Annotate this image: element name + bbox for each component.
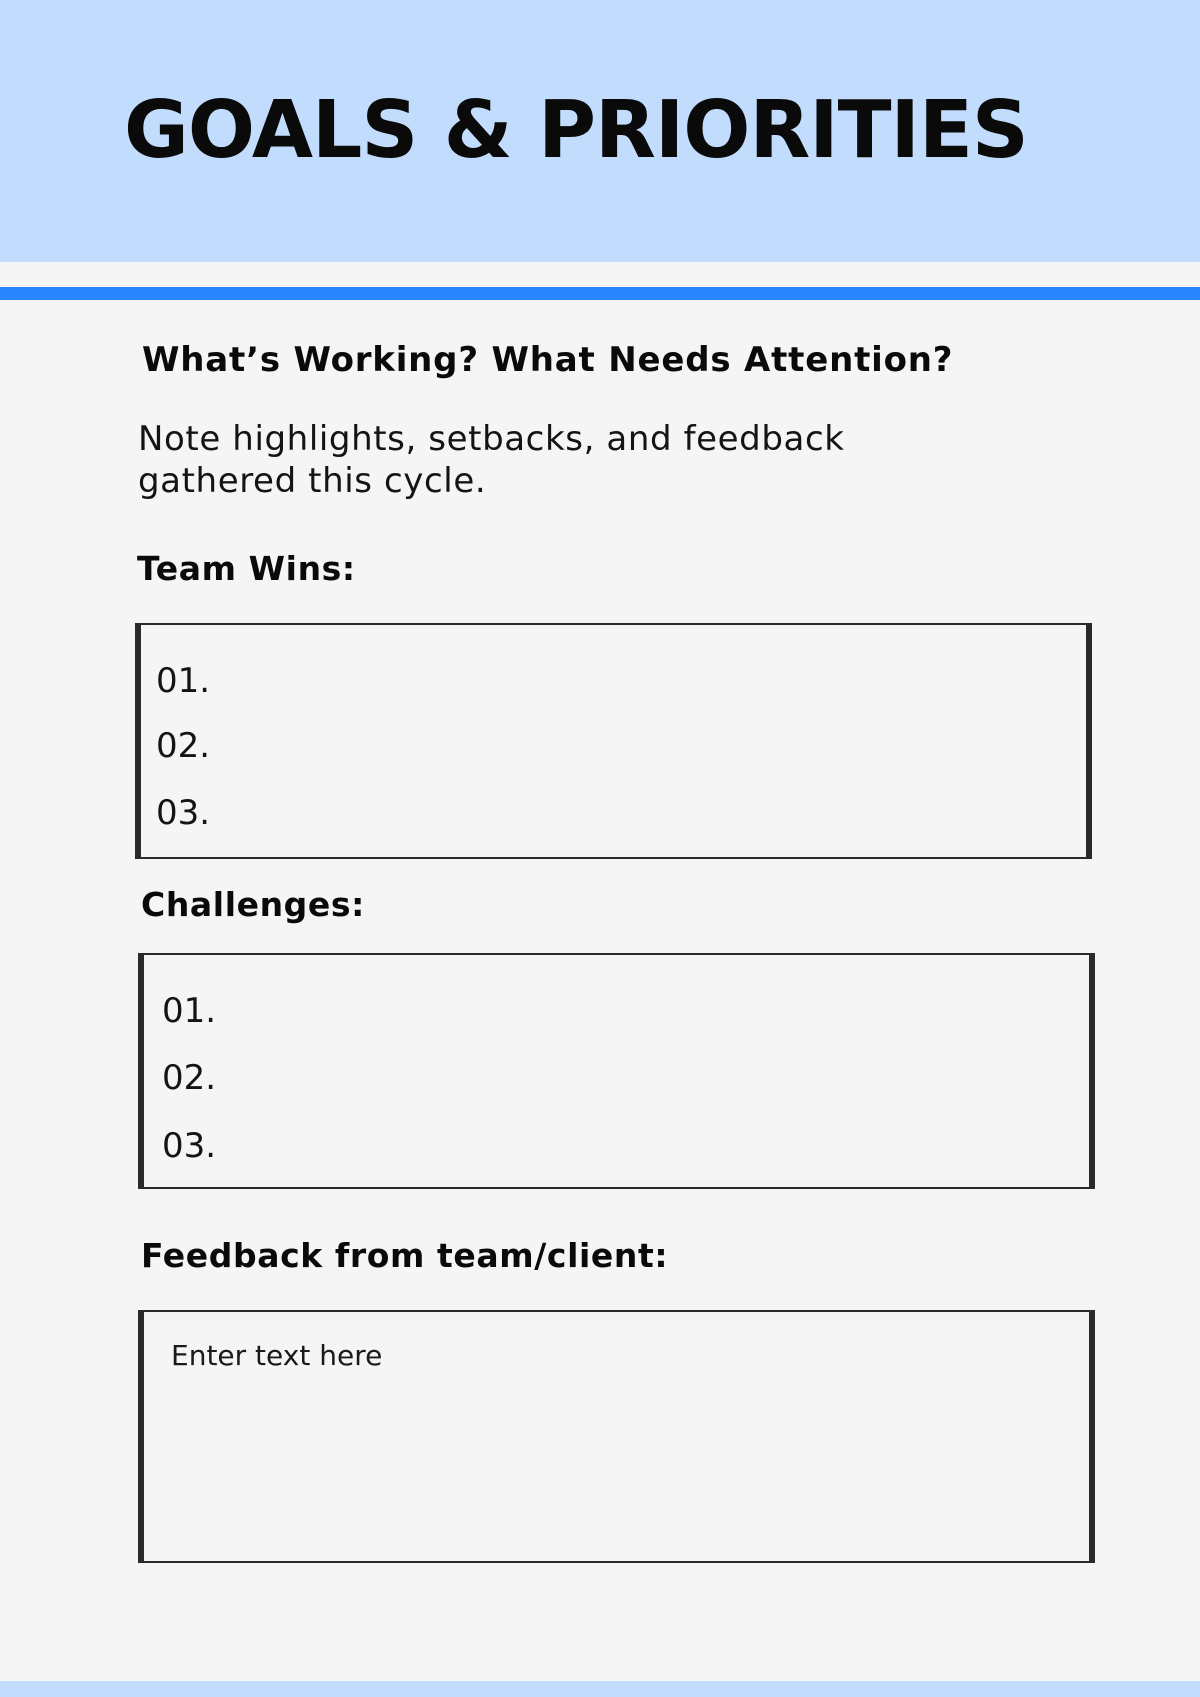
challenges-item-2[interactable]: 02. (162, 1058, 217, 1098)
challenges-item-3[interactable]: 03. (162, 1126, 217, 1166)
team-wins-item-1[interactable]: 01. (156, 661, 211, 701)
team-wins-label: Team Wins: (137, 549, 356, 588)
section-heading: What’s Working? What Needs Attention? (142, 340, 954, 380)
challenges-label: Challenges: (141, 885, 365, 924)
accent-divider (0, 287, 1200, 300)
feedback-text-area[interactable] (138, 1310, 1095, 1563)
challenges-item-1[interactable]: 01. (162, 991, 217, 1031)
intro-line-2: gathered this cycle. (138, 461, 487, 501)
page-title: GOALS & PRIORITIES (124, 84, 1028, 176)
header-band (0, 0, 1200, 262)
footer-band (0, 1681, 1200, 1697)
team-wins-item-2[interactable]: 02. (156, 726, 211, 766)
intro-text (138, 418, 938, 502)
feedback-label: Feedback from team/client: (141, 1236, 669, 1275)
intro-line-1: Note highlights, setbacks, and feedback (138, 419, 845, 459)
team-wins-box[interactable] (135, 623, 1092, 859)
team-wins-item-3[interactable]: 03. (156, 793, 211, 833)
feedback-placeholder: Enter text here (171, 1339, 383, 1372)
challenges-box[interactable] (138, 953, 1095, 1189)
